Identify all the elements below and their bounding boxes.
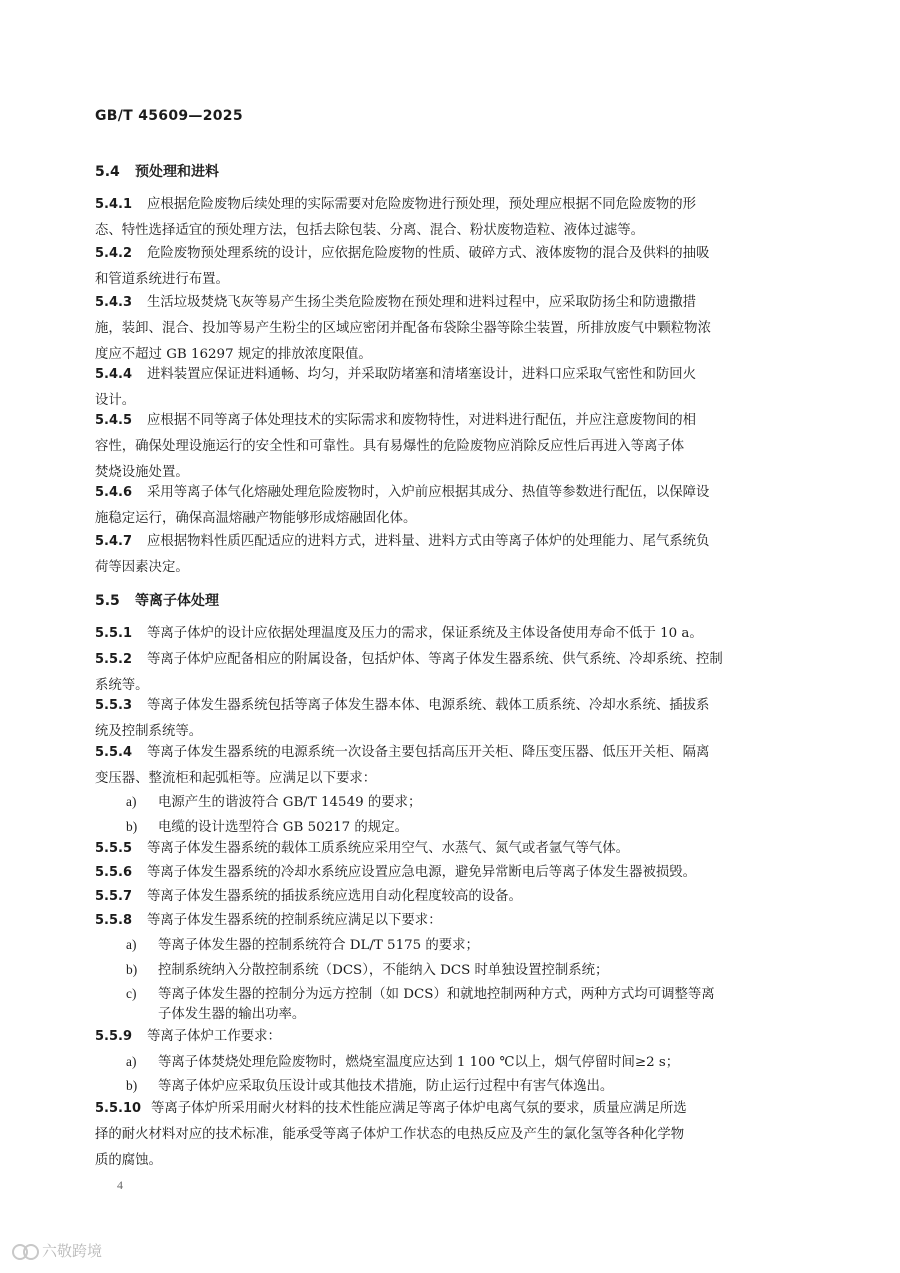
clause-text: 择的耐火材料对应的技术标准，能承受等离子体炉工作状态的电热反应及产生的氯化氢等各种化学物 xyxy=(95,1127,685,1142)
clause-text: 施，装卸、混合、投加等易产生粉尘的区域应密闭并配备布袋除尘器等除尘装置，所排放废气中颗粒物浓 xyxy=(95,321,711,336)
clause-number: 5.4.5 xyxy=(95,413,133,428)
clause-number: 5.5.7 xyxy=(95,889,133,904)
clause-5-5-2 xyxy=(95,647,807,699)
clause-5-4-1 xyxy=(95,192,807,244)
clause-5-4-3 xyxy=(95,290,807,368)
clause-text: 施稳定运行，确保高温熔融产物能够形成熔融固化体。 xyxy=(95,511,417,526)
list-marker: b) xyxy=(126,819,138,834)
list-item xyxy=(126,957,806,984)
clause-5-5-9 xyxy=(95,1024,807,1050)
clause-number: 5.5.10 xyxy=(95,1101,142,1116)
list-item xyxy=(126,789,806,816)
clause-text: 进料装置应保证进料通畅、均匀，并采取防堵塞和清堵塞设计，进料口应采取气密性和防回火 xyxy=(147,367,697,382)
clause-number: 5.4.1 xyxy=(95,197,133,212)
list-item xyxy=(126,932,806,959)
clause-5-4-7 xyxy=(95,529,807,581)
clause-text: 生活垃圾焚烧飞灰等易产生扬尘类危险废物在预处理和进料过程中，应采取防扬尘和防遗撒措 xyxy=(147,295,697,310)
clause-5-5-7 xyxy=(95,884,807,910)
clause-5-5-8 xyxy=(95,908,807,934)
list-item xyxy=(126,1049,806,1076)
clause-5-4-2 xyxy=(95,241,807,293)
clause-text: 系统等。 xyxy=(95,678,149,693)
clause-text: 应根据不同等离子体处理技术的实际需求和废物特性，对进料进行配伍，并应注意废物间的相 xyxy=(147,413,697,428)
list-marker: c) xyxy=(126,986,137,1001)
watermark-logo-icon xyxy=(10,1242,38,1260)
clause-text: 质的腐蚀。 xyxy=(95,1153,162,1168)
clause-number: 5.4.6 xyxy=(95,485,133,500)
clause-5-5-1 xyxy=(95,621,807,647)
clause-text: 等离子体发生器系统的载体工质系统应采用空气、水蒸气、氮气或者氩气等气体。 xyxy=(147,841,630,856)
clause-number: 5.5.9 xyxy=(95,1029,133,1044)
watermark-text: 六敬跨境 xyxy=(42,1242,103,1260)
list-item-text: 等离子体发生器的控制系统符合 DL/T 5175 的要求； xyxy=(158,938,479,953)
clause-5-4-4 xyxy=(95,362,807,414)
page-number: 4 xyxy=(117,1178,123,1192)
clause-5-5-6 xyxy=(95,860,807,886)
list-marker: b) xyxy=(126,962,138,977)
clause-5-5-10 xyxy=(95,1096,807,1174)
clause-text: 焚烧设施处置。 xyxy=(95,465,189,480)
list-marker: a) xyxy=(126,794,137,809)
clause-text: 等离子体炉所采用耐火材料的技术性能应满足等离子体炉电离气氛的要求，质量应满足所选 xyxy=(151,1101,687,1116)
list-item-text: 等离子体发生器的控制分为远方控制（如 DCS）和就地控制两种方式，两种方式均可调整等离 xyxy=(158,987,715,1002)
clause-text: 和管道系统进行布置。 xyxy=(95,272,229,287)
clause-5-5-3 xyxy=(95,693,807,745)
clause-text: 设计。 xyxy=(95,393,136,408)
clause-text: 等离子体炉应配备相应的附属设备，包括炉体、等离子体发生器系统、供气系统、冷却系统、控制 xyxy=(147,652,723,667)
clause-number: 5.4.2 xyxy=(95,246,133,261)
clause-5-4-6 xyxy=(95,480,807,532)
list-marker: a) xyxy=(126,937,137,952)
clause-text: 度应不超过 GB 16297 规定的排放浓度限值。 xyxy=(95,347,372,362)
list-marker: a) xyxy=(126,1054,137,1069)
clause-text: 容性，确保处理设施运行的安全性和可靠性。具有易爆性的危险废物应消除反应性后再进入等离子体 xyxy=(95,439,685,454)
list-item-text: 控制系统纳入分散控制系统（DCS），不能纳入 DCS 时单独设置控制系统； xyxy=(158,963,609,978)
clause-number: 5.5.5 xyxy=(95,841,133,856)
list-item-text: 等离子体炉应采取负压设计或其他技术措施，防止运行过程中有害气体逸出。 xyxy=(158,1079,614,1094)
clause-number: 5.4.7 xyxy=(95,534,133,549)
clause-text: 等离子体发生器系统的控制系统应满足以下要求： xyxy=(147,913,442,928)
clause-text: 危险废物预处理系统的设计，应依据危险废物的性质、破碎方式、液体废物的混合及供料的抽吸 xyxy=(147,246,710,261)
clause-number: 5.5.2 xyxy=(95,652,133,667)
clause-text: 荷等因素决定。 xyxy=(95,560,189,575)
clause-number: 5.5.8 xyxy=(95,913,133,928)
clause-text: 统及控制系统等。 xyxy=(95,724,203,739)
section-title: 等离子体处理 xyxy=(135,593,219,609)
list-item-continuation: 子体发生器的输出功率。 xyxy=(158,1007,306,1022)
clause-text: 采用等离子体气化熔融处理危险废物时，入炉前应根据其成分、热值等参数进行配伍，以保障设 xyxy=(147,485,710,500)
clause-5-5-5 xyxy=(95,836,807,862)
section-heading-5-5 xyxy=(95,590,219,610)
section-number: 5.4 xyxy=(95,164,120,180)
section-heading-5-4 xyxy=(95,161,219,181)
clause-text: 态、特性选择适宜的预处理方法，包括去除包装、分离、混合、粉状废物造粒、液体过滤等。 xyxy=(95,223,645,238)
list-marker: b) xyxy=(126,1078,138,1093)
section-number: 5.5 xyxy=(95,593,120,609)
clause-number: 5.5.1 xyxy=(95,626,133,641)
clause-text: 等离子体炉工作要求： xyxy=(147,1029,281,1044)
clause-number: 5.4.4 xyxy=(95,367,133,382)
clause-number: 5.4.3 xyxy=(95,295,133,310)
clause-text: 应根据危险废物后续处理的实际需要对危险废物进行预处理，预处理应根据不同危险废物的形 xyxy=(147,197,697,212)
clause-text: 变压器、整流柜和起弧柜等。应满足以下要求： xyxy=(95,771,377,786)
clause-text: 应根据物料性质匹配适应的进料方式，进料量、进料方式由等离子体炉的处理能力、尾气系统负 xyxy=(147,534,710,549)
clause-number: 5.5.3 xyxy=(95,698,133,713)
clause-text: 等离子体发生器系统的插拔系统应选用自动化程度较高的设备。 xyxy=(147,889,522,904)
document-code: GB/T 45609—2025 xyxy=(95,108,243,124)
list-item-text: 电源产生的谐波符合 GB/T 14549 的要求； xyxy=(158,795,422,810)
list-item-text: 等离子体焚烧处理危险废物时，燃烧室温度应达到 1 100 ℃以上，烟气停留时间≥2 s； xyxy=(158,1055,680,1070)
clause-text: 等离子体发生器系统的电源系统一次设备主要包括高压开关柜、降压变压器、低压开关柜、隔离 xyxy=(147,745,710,760)
section-title: 预处理和进料 xyxy=(135,164,219,180)
clause-5-4-5 xyxy=(95,408,807,486)
watermark xyxy=(10,1240,102,1261)
clause-number: 5.5.6 xyxy=(95,865,133,880)
clause-text: 等离子体发生器系统的冷却水系统应设置应急电源，避免异常断电后等离子体发生器被损毁。 xyxy=(147,865,697,880)
clause-text: 等离子体发生器系统包括等离子体发生器本体、电源系统、载体工质系统、冷却水系统、插拔系 xyxy=(147,698,710,713)
clause-number: 5.5.4 xyxy=(95,745,133,760)
clause-text: 等离子体炉的设计应依据处理温度及压力的需求，保证系统及主体设备使用寿命不低于 10 a。 xyxy=(147,626,703,641)
list-item-text: 电缆的设计选型符合 GB 50217 的规定。 xyxy=(158,820,408,835)
clause-5-5-4 xyxy=(95,740,807,792)
